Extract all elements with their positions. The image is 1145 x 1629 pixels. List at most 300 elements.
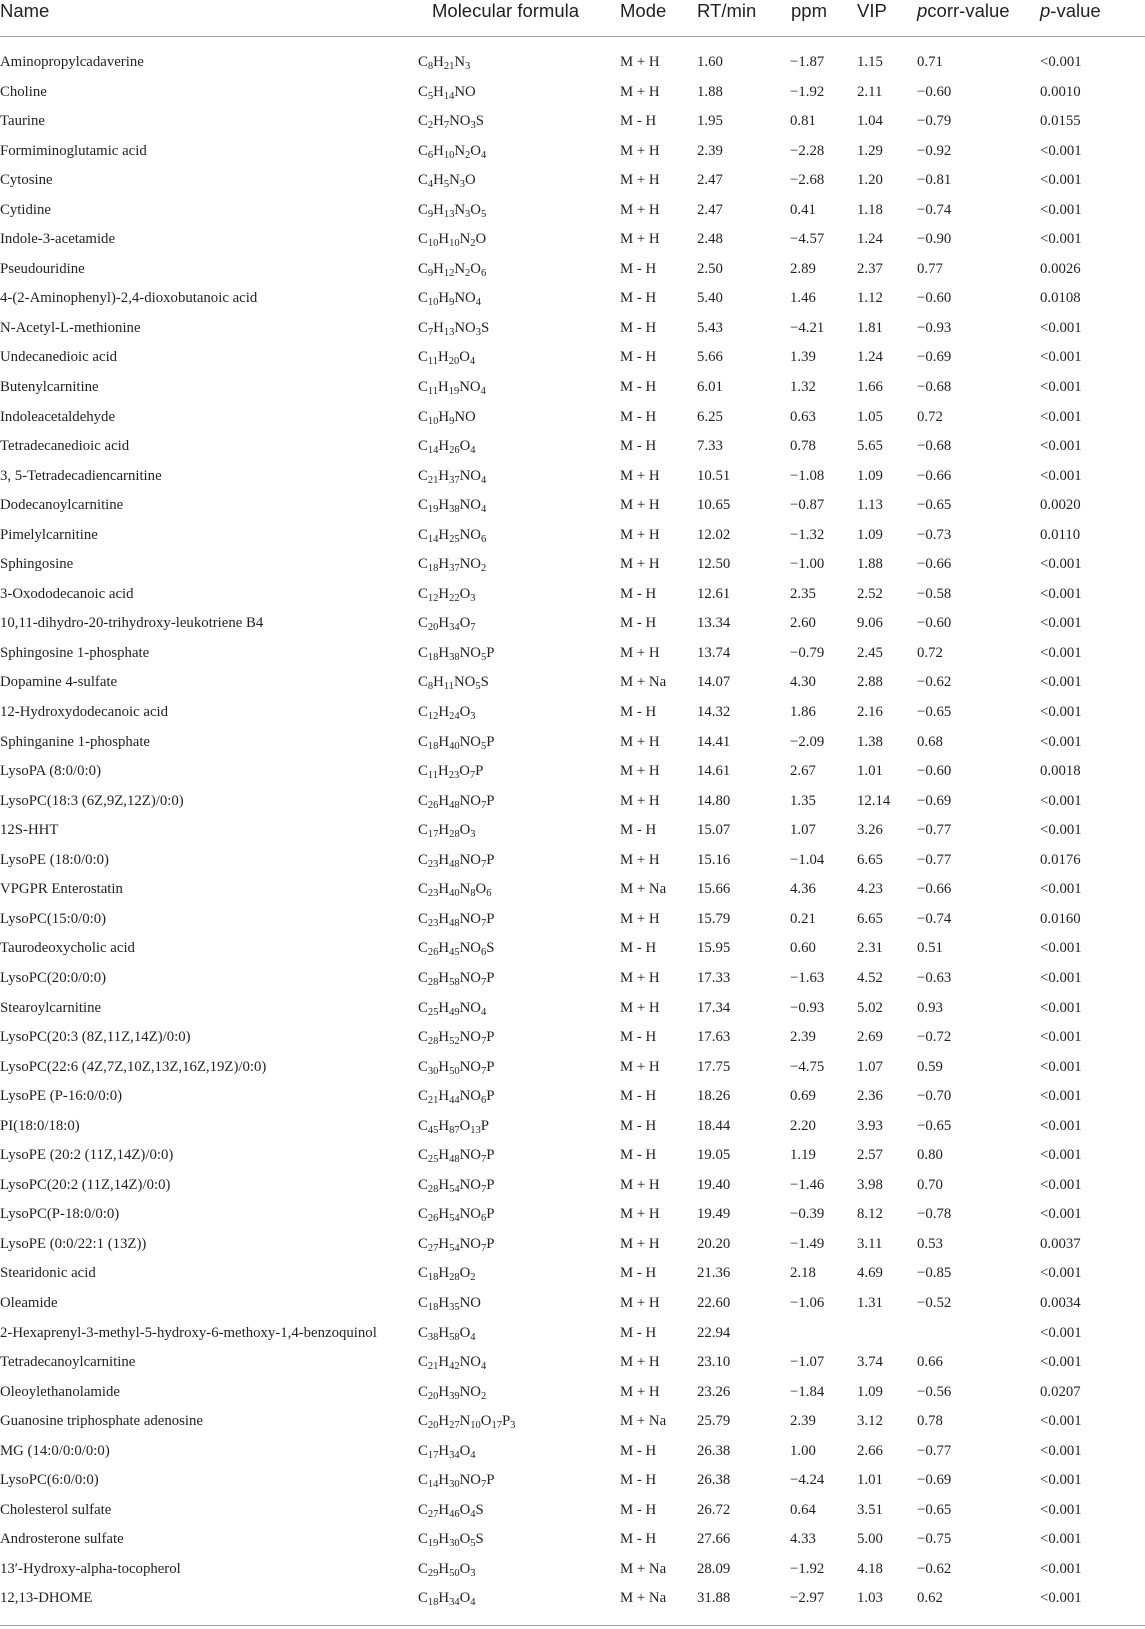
cell-pvalue: <0.001 [1040,556,1082,573]
formula-element: C [418,1058,428,1075]
cell-ppm: −2.68 [790,172,825,189]
formula-element: H [433,260,444,277]
formula-element: H [433,674,444,691]
cell-vip: 3.12 [857,1413,883,1430]
cell-mode: M + H [620,1354,660,1371]
formula-subscript: 87 [449,1124,460,1136]
cell-pcorr: −0.78 [917,1206,952,1223]
cell-formula [418,1234,494,1254]
table-row [0,934,1145,964]
formula-element: O [459,585,471,602]
cell-mode: M + H [620,910,660,927]
cell-mode: M + Na [620,1560,667,1577]
cell-name: 10,11-dihydro-20-trihydroxy-leukotriene B4 [0,615,264,632]
cell-pcorr: −0.62 [917,1560,952,1577]
formula-element: P [486,1088,495,1105]
cell-formula [418,170,476,190]
cell-formula [418,200,486,220]
formula-subscript: 37 [449,563,460,575]
cell-pvalue: <0.001 [1040,1265,1082,1282]
formula-subscript: 4 [480,504,487,516]
cell-name: Cholesterol sulfate [0,1501,112,1518]
table-row [0,255,1145,285]
formula-element: N [449,172,460,189]
formula-element: O [459,1531,471,1548]
cell-formula [418,259,486,279]
formula-subscript: 26 [427,799,439,811]
cell-mode: M - H [620,1117,657,1134]
cell-vip: 1.01 [857,763,883,780]
cell-rt: 5.43 [697,319,723,336]
cell-pcorr: −0.75 [917,1531,952,1548]
formula-subscript: 20 [427,1390,439,1402]
cell-pvalue: 0.0026 [1040,260,1081,277]
cell-mode: M + Na [620,674,667,691]
formula-subscript: 5 [443,179,450,191]
formula-subscript: 48 [449,858,460,870]
formula-subscript: 46 [449,1508,460,1520]
cell-formula [418,761,483,781]
formula-subscript: 50 [449,1065,460,1077]
cell-ppm: 1.32 [790,379,816,396]
cell-name: LysoPA (8:0/0:0) [0,763,101,780]
cell-vip: 1.38 [857,733,883,750]
cell-pvalue: <0.001 [1040,438,1082,455]
table-row [0,550,1145,580]
cell-pcorr: −0.63 [917,969,952,986]
table-row [0,1407,1145,1437]
formula-element: H [438,615,450,632]
formula-element: C [418,526,428,543]
formula-subscript: 4 [470,1597,476,1609]
formula-element: O [459,822,471,839]
formula-subscript: 13 [443,208,455,220]
cell-name: Taurodeoxycholic acid [0,940,135,957]
cell-rt: 15.07 [697,822,731,839]
cell-name: Sphingosine 1-phosphate [0,644,150,661]
formula-element: NO [459,497,481,514]
formula-element: H [433,172,444,189]
cell-rt: 31.88 [697,1590,731,1607]
formula-subscript: 50 [449,1567,460,1579]
header-rt: RT/min [697,0,757,21]
formula-element: C [418,54,428,70]
cell-rt: 13.74 [697,644,731,661]
cell-ppm: −2.97 [790,1590,825,1607]
cell-formula [418,938,494,958]
formula-subscript: 54 [449,1213,460,1225]
formula-subscript: 45 [449,947,460,959]
formula-subscript: 2 [480,563,487,575]
cell-pcorr: −0.60 [917,763,952,780]
formula-element: H [438,999,450,1016]
formula-element: H [438,1413,450,1430]
cell-rt: 15.16 [697,851,731,868]
cell-ppm: 0.60 [790,940,816,957]
cell-ppm: −1.04 [790,851,825,868]
cell-name: 13′-Hydroxy-alpha-tocopherol [0,1560,181,1577]
table-row [0,757,1145,787]
formula-element: H [433,54,444,70]
table-row [0,1555,1145,1585]
formula-subscript: 48 [449,917,460,929]
cell-formula [418,436,476,456]
formula-element: P [475,763,484,780]
formula-element: N [459,231,471,248]
cell-name: Oleoylethanolamide [0,1383,120,1400]
cell-rt: 20.20 [697,1235,731,1252]
formula-element: H [438,1560,450,1577]
cell-ppm: −1.87 [790,54,825,70]
formula-subscript: 10 [427,415,439,427]
cell-pvalue: <0.001 [1040,1206,1082,1223]
table-row [0,1319,1145,1349]
formula-element: O [470,201,481,218]
cell-pvalue: <0.001 [1040,231,1082,248]
cell-formula [418,52,470,72]
formula-subscript: 2 [480,1390,487,1402]
cell-pvalue: <0.001 [1040,201,1082,218]
cell-pvalue: <0.001 [1040,467,1082,484]
formula-element: H [438,1117,450,1134]
cell-rt: 13.34 [697,615,731,632]
formula-subscript: 29 [427,1567,439,1579]
cell-rt: 25.79 [697,1413,731,1430]
cell-pcorr: −0.93 [917,319,952,336]
table-row [0,403,1145,433]
cell-mode: M + H [620,999,660,1016]
formula-element: H [433,113,444,130]
formula-element: H [438,763,449,780]
cell-vip: 2.11 [857,83,883,100]
formula-subscript: 10 [427,238,439,250]
cell-pcorr: 0.53 [917,1235,943,1252]
cell-vip: 1.29 [857,142,883,159]
cell-pvalue: <0.001 [1040,615,1082,632]
cell-mode: M - H [620,319,657,336]
cell-name: LysoPE (20:2 (11Z,14Z)/0:0) [0,1147,174,1164]
cell-rt: 21.36 [697,1265,731,1282]
formula-element: C [418,408,428,425]
cell-vip: 1.24 [857,349,883,366]
cell-name: Butenylcarnitine [0,379,99,396]
cell-ppm: 0.81 [790,113,816,130]
cell-pvalue: <0.001 [1040,1088,1082,1105]
cell-ppm: −4.21 [790,319,825,336]
cell-mode: M + H [620,644,660,661]
cell-pcorr: −0.66 [917,467,952,484]
cell-rt: 26.72 [697,1501,731,1518]
cell-name: Stearoylcarnitine [0,999,102,1016]
cell-mode: M - H [620,1531,657,1548]
formula-subscript: 35 [449,1301,460,1313]
formula-element: C [418,1324,428,1341]
cell-pcorr: −0.74 [917,201,952,218]
cell-pvalue: <0.001 [1040,1354,1082,1371]
formula-subscript: 54 [449,1242,460,1254]
cell-mode: M + H [620,1383,660,1400]
table-row [0,1230,1145,1260]
cell-mode: M + H [620,1058,660,1075]
cell-formula [418,850,494,870]
formula-element: C [418,556,428,573]
cell-vip: 3.11 [857,1235,883,1252]
cell-mode: M + H [620,526,660,543]
cell-rt: 19.49 [697,1206,731,1223]
cell-pcorr: 0.59 [917,1058,943,1075]
formula-subscript: 6 [480,1095,487,1107]
formula-element: NO [459,1235,481,1252]
cell-formula [418,1116,489,1136]
formula-element: S [475,1501,484,1518]
formula-element: P [486,1176,495,1193]
cell-vip: 1.07 [857,1058,883,1075]
cell-name: Dopamine 4-sulfate [0,674,118,691]
cell-pvalue: <0.001 [1040,1590,1082,1607]
formula-element: H [438,526,450,543]
formula-element: O [475,881,487,898]
cell-ppm: −4.75 [790,1058,825,1075]
formula-subscript: 5 [470,1538,476,1550]
formula-element: P [486,792,495,809]
cell-mode: M + H [620,763,660,780]
table-row [0,639,1145,669]
cell-ppm: 1.39 [790,349,816,366]
formula-subscript: 48 [449,1154,460,1166]
formula-element: H [433,201,444,218]
formula-element: NO [459,1294,481,1311]
cell-name: LysoPE (P-16:0/0:0) [0,1088,123,1105]
cell-pcorr: −0.90 [917,231,952,248]
formula-subscript: 4 [469,356,476,368]
header-pcorr-italic: p [917,0,928,21]
formula-element: O [459,704,471,721]
formula-element: O [459,349,470,366]
cell-name: LysoPC(20:0/0:0) [0,969,107,986]
formula-element: H [438,792,450,809]
cell-pcorr: −0.85 [917,1265,952,1282]
cell-pcorr: −0.65 [917,1501,952,1518]
cell-pcorr: −0.56 [917,1383,952,1400]
cell-vip: 2.88 [857,674,883,691]
cell-vip: 9.06 [857,615,883,632]
formula-subscript: 12 [427,711,439,723]
formula-element: C [418,1472,428,1489]
cell-rt: 1.60 [697,54,723,70]
formula-element: NO [459,1147,481,1164]
bottom-rule [0,1625,1145,1626]
table-row [0,1437,1145,1467]
cell-mode: M - H [620,260,657,277]
formula-element: NO [459,379,481,396]
formula-subscript: 26 [427,1213,439,1225]
cell-formula [418,1323,476,1343]
cell-pvalue: <0.001 [1040,1147,1082,1164]
formula-element: H [438,1442,450,1459]
formula-element: O [459,1324,471,1341]
formula-element: H [438,969,450,986]
formula-element: C [418,969,428,986]
formula-element: C [418,260,428,277]
cell-mode: M - H [620,290,657,307]
formula-subscript: 5 [480,651,487,663]
cell-ppm: 0.21 [790,910,816,927]
formula-subscript: 11 [427,770,438,782]
formula-element: H [438,408,450,425]
formula-subscript: 2 [465,149,471,161]
cell-name: Sphinganine 1-phosphate [0,733,150,750]
cell-rt: 5.66 [697,349,723,366]
cell-ppm: −1.08 [790,467,825,484]
formula-subscript: 7 [427,326,434,338]
formula-subscript: 13 [470,1124,481,1136]
header-pvalue [1040,0,1101,22]
formula-subscript: 10 [470,1420,481,1432]
cell-rt: 14.07 [697,674,731,691]
formula-element: NO [449,113,471,130]
cell-ppm: 1.86 [790,704,816,721]
formula-element: H [438,1088,450,1105]
cell-name: 4-(2-Aminophenyl)-2,4-dioxobutanoic acid [0,290,258,307]
table-row [0,994,1145,1024]
formula-subscript: 19 [427,504,439,516]
formula-element: C [418,113,428,130]
formula-element: H [438,556,450,573]
cell-ppm: −4.57 [790,231,825,248]
cell-vip: 3.93 [857,1117,883,1134]
table-row [0,1378,1145,1408]
cell-rt: 2.47 [697,201,723,218]
formula-element: H [438,1531,450,1548]
cell-mode: M + H [620,467,660,484]
cell-mode: M + H [620,733,660,750]
cell-formula [418,229,486,249]
formula-subscript: 21 [427,1361,439,1373]
cell-formula [418,1175,494,1195]
formula-element: NO [459,1058,481,1075]
formula-subscript: 18 [427,1301,439,1313]
cell-name: MG (14:0/0:0/0:0) [0,1442,110,1459]
table-row [0,905,1145,935]
formula-element: H [438,704,450,721]
cell-name: 12S-HHT [0,822,59,839]
cell-pcorr: −0.77 [917,851,952,868]
formula-element: C [418,319,428,336]
cell-pcorr: −0.72 [917,1029,952,1046]
cell-pcorr: −0.69 [917,349,952,366]
cell-formula [418,1470,494,1490]
table-row [0,1525,1145,1555]
cell-ppm: −1.92 [790,83,825,100]
formula-element: NO [454,319,476,336]
formula-subscript: 3 [470,829,476,841]
cell-formula [418,1559,476,1579]
formula-element: C [418,674,428,691]
cell-ppm: 0.64 [790,1501,816,1518]
formula-element: C [418,1501,428,1518]
cell-vip: 4.23 [857,881,883,898]
formula-element: N [454,260,465,277]
table-row [0,698,1145,728]
cell-ppm: 1.46 [790,290,816,307]
cell-pcorr: −0.60 [917,615,952,632]
formula-element: N [454,142,465,159]
formula-subscript: 8 [427,61,434,72]
cell-name: Indole-3-acetamide [0,231,116,248]
cell-pvalue: 0.0110 [1040,526,1081,543]
formula-subscript: 4 [475,297,481,309]
formula-subscript: 3 [465,208,471,220]
formula-element: C [418,1206,428,1223]
cell-ppm: 4.36 [790,881,816,898]
cell-formula [418,613,476,633]
cell-ppm: −4.24 [790,1472,825,1489]
formula-element: S [480,674,489,691]
formula-element: C [418,201,428,218]
formula-element: NO [459,1383,481,1400]
cell-pcorr: −0.68 [917,438,952,455]
cell-formula [418,820,476,840]
cell-rt: 2.47 [697,172,723,189]
header-pvalue-rest: -value [1050,0,1101,21]
formula-subscript: 44 [449,1095,460,1107]
cell-ppm: 0.69 [790,1088,816,1105]
formula-subscript: 5 [480,208,487,220]
cell-vip: 3.98 [857,1176,883,1193]
formula-element: O [465,172,476,189]
table-row [0,1171,1145,1201]
formula-subscript: 5 [427,90,434,102]
table-row [0,787,1145,817]
cell-name: LysoPC(6:0/0:0) [0,1472,99,1489]
cell-mode: M + Na [620,1590,667,1607]
cell-mode: M + H [620,172,660,189]
formula-subscript: 22 [449,592,460,604]
formula-element: O [459,763,470,780]
cell-pcorr: 0.62 [917,1590,943,1607]
formula-subscript: 26 [449,445,460,457]
formula-subscript: 13 [443,326,455,338]
formula-element: NO [453,674,476,691]
cell-vip: 1.15 [857,54,883,70]
formula-subscript: 4 [470,1508,476,1520]
formula-subscript: 2 [470,1272,476,1284]
cell-formula [418,525,486,545]
cell-rt: 5.40 [697,290,723,307]
cell-pvalue: <0.001 [1040,1117,1082,1134]
cell-vip: 8.12 [857,1206,883,1223]
cell-pvalue: <0.001 [1040,1324,1082,1341]
formula-subscript: 4 [480,474,487,486]
cell-name: Taurine [0,113,45,130]
cell-formula [418,1352,486,1372]
formula-element: H [438,1176,450,1193]
cell-vip: 1.09 [857,526,883,543]
formula-subscript: 28 [427,1183,439,1195]
cell-mode: M - H [620,1029,657,1046]
cell-formula [418,584,476,604]
formula-subscript: 2 [465,267,471,279]
table-row [0,609,1145,639]
formula-subscript: 20 [427,1420,439,1432]
cell-name: LysoPC(P-18:0/0:0) [0,1206,120,1223]
formula-element: NO [454,408,476,425]
cell-pvalue: <0.001 [1040,408,1082,425]
table-row [0,668,1145,698]
cell-pcorr: 0.71 [917,54,943,70]
cell-mode: M + H [620,969,660,986]
cell-rt: 2.50 [697,260,723,277]
